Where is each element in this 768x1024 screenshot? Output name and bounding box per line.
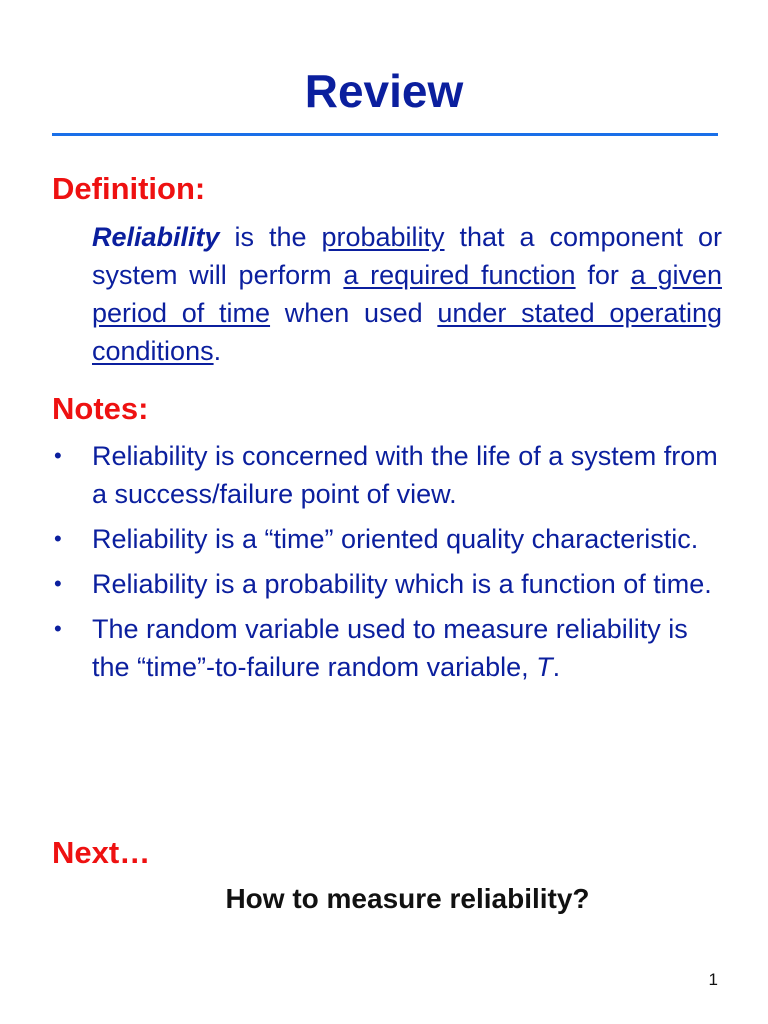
note-4-end: . xyxy=(552,652,561,682)
next-heading: Next… xyxy=(52,835,151,870)
definition-part-3: for xyxy=(575,260,631,290)
note-text xyxy=(92,614,688,682)
note-text: Reliability is concerned with the life of a system from a success/failure point of view. xyxy=(92,441,718,509)
notes-heading: Notes: xyxy=(52,391,149,426)
note-item xyxy=(52,610,722,686)
note-4-text: The random variable used to measure reliability is the “time”-to-failure random variable, xyxy=(92,614,688,682)
definition-part-4: when used xyxy=(270,298,438,328)
definition-heading: Definition: xyxy=(52,171,206,206)
definition-part-2: that a component or system will perform xyxy=(92,222,722,290)
next-question: How to measure reliability? xyxy=(225,883,590,914)
bullet-icon: • xyxy=(54,526,62,551)
note-item xyxy=(52,565,722,603)
slide-title: Review xyxy=(304,65,464,117)
bullet-icon: • xyxy=(54,571,62,596)
bullet-icon: • xyxy=(54,616,62,641)
note-text: Reliability is a “time” oriented quality characteristic. xyxy=(92,524,699,554)
definition-part-1: is the xyxy=(219,222,322,252)
note-item xyxy=(52,520,722,558)
note-text: Reliability is a probability which is a function of time. xyxy=(92,569,712,599)
definition-text xyxy=(92,218,722,370)
page-number: 1 xyxy=(708,970,718,989)
definition-link-probability: probability xyxy=(321,222,445,252)
bullet-icon: • xyxy=(54,443,62,468)
definition-link-period-of-time: a given period of time xyxy=(92,260,722,328)
definition-term: Reliability xyxy=(92,222,220,252)
note-item xyxy=(52,437,722,513)
notes-list xyxy=(52,437,722,693)
title-divider xyxy=(52,133,718,136)
definition-link-operating-conditions: under stated operating conditions xyxy=(92,298,722,366)
definition-link-required-function: a required function xyxy=(343,260,576,290)
variable-t: T xyxy=(536,652,553,682)
definition-part-5: . xyxy=(213,336,222,366)
